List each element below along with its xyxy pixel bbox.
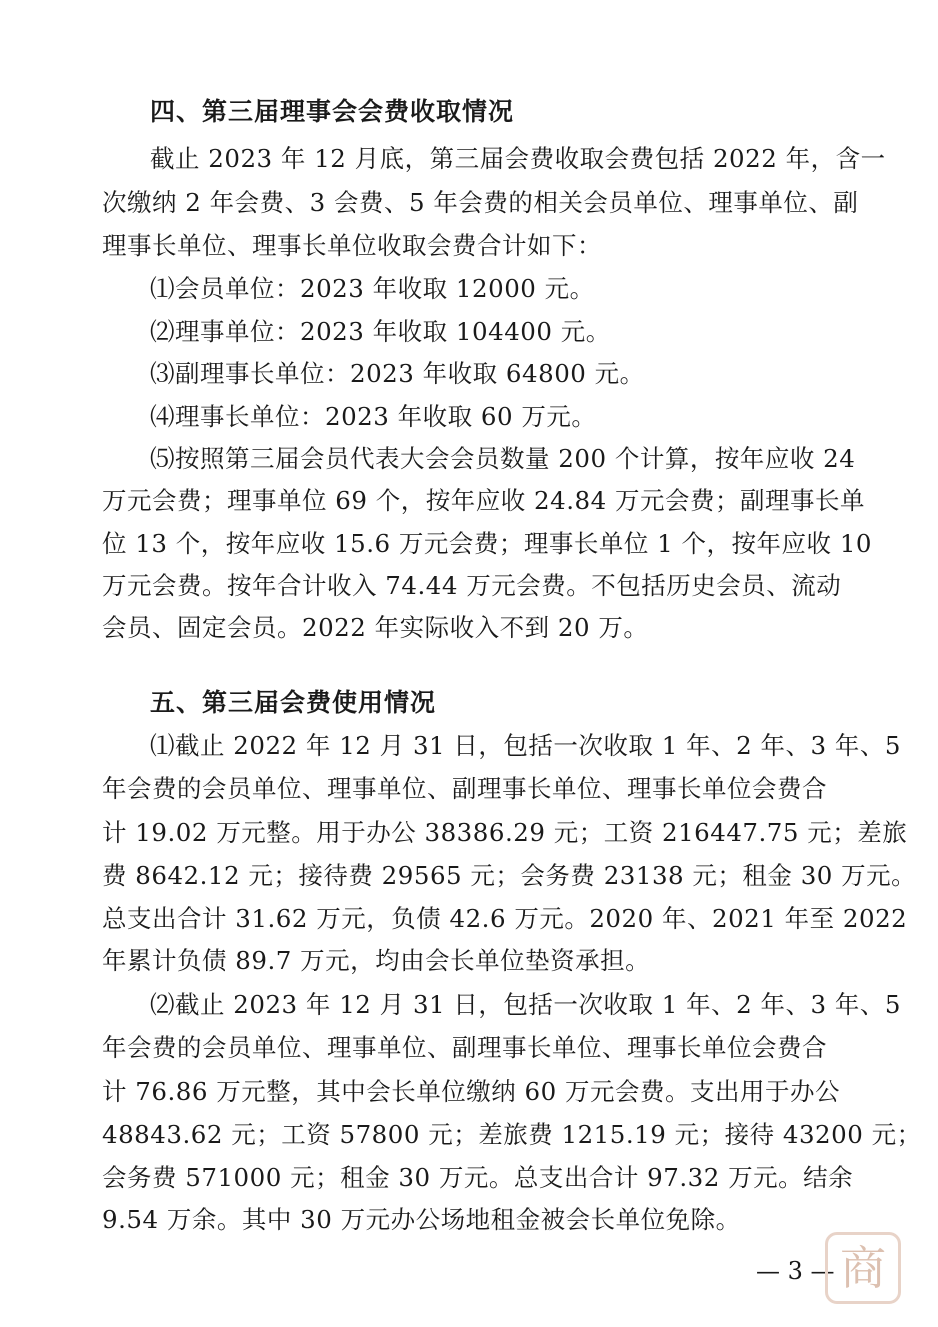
paragraph-line: 会务费 571000 元；租金 30 万元。总支出合计 97.32 万元。结余 — [102, 1163, 854, 1192]
shang-seal-icon: 商 — [825, 1232, 901, 1304]
list-item: ⑵理事单位：2023 年收取 104400 元。 — [150, 317, 611, 346]
paragraph-line: 年累计负债 89.7 万元，均由会长单位垫资承担。 — [102, 946, 651, 975]
list-item: ⑴会员单位：2023 年收取 12000 元。 — [150, 274, 595, 303]
section-5-heading: 五、第三届会费使用情况 — [150, 688, 437, 717]
list-item: ⑷理事长单位：2023 年收取 60 万元。 — [150, 402, 597, 431]
paragraph-line: 会员、固定会员。2022 年实际收入不到 20 万。 — [102, 613, 649, 642]
paragraph-line: 9.54 万余。其中 30 万元办公场地租金被会长单位免除。 — [102, 1205, 741, 1234]
list-item: ⑴截止 2022 年 12 月 31 日，包括一次收取 1 年、2 年、3 年、5 — [150, 731, 901, 760]
paragraph-line: 次缴纳 2 年会费、3 会费、5 年会费的相关会员单位、理事单位、副 — [102, 188, 859, 217]
list-item: ⑶副理事长单位：2023 年收取 64800 元。 — [150, 359, 645, 388]
section-4-heading: 四、第三届理事会会费收取情况 — [150, 97, 515, 126]
paragraph-line: 48843.62 元；工资 57800 元；差旅费 1215.19 元；接待 43200 元； — [102, 1120, 922, 1149]
paragraph-line: 年会费的会员单位、理事单位、副理事长单位、理事长单位会费合 — [102, 1033, 827, 1062]
paragraph-line: 费 8642.12 元；接待费 29565 元；会务费 23138 元；租金 30 万元。 — [102, 861, 917, 890]
paragraph-line: 万元会费；理事单位 69 个，按年应收 24.84 万元会费；副理事长单 — [102, 486, 865, 515]
list-item: ⑸按照第三届会员代表大会会员数量 200 个计算，按年应收 24 — [150, 444, 856, 473]
list-item: ⑵截止 2023 年 12 月 31 日，包括一次收取 1 年、2 年、3 年、5 — [150, 990, 901, 1019]
paragraph-line: 计 19.02 万元整。用于办公 38386.29 元；工资 216447.75 元；差旅 — [102, 818, 908, 847]
paragraph-line: 位 13 个，按年应收 15.6 万元会费；理事长单位 1 个，按年应收 10 — [102, 529, 873, 558]
paragraph-line: 总支出合计 31.62 万元，负债 42.6 万元。2020 年、2021 年至 2022 — [102, 904, 908, 933]
paragraph-line: 理事长单位、理事长单位收取会费合计如下： — [102, 231, 602, 260]
paragraph-line: 截止 2023 年 12 月底，第三届会费收取会费包括 2022 年，含一 — [150, 144, 886, 173]
page-number: — 3 — — [756, 1257, 835, 1285]
paragraph-line: 年会费的会员单位、理事单位、副理事长单位、理事长单位会费合 — [102, 774, 827, 803]
paragraph-line: 万元会费。按年合计收入 74.44 万元会费。不包括历史会员、流动 — [102, 571, 842, 600]
paragraph-line: 计 76.86 万元整，其中会长单位缴纳 60 万元会费。支出用于办公 — [102, 1077, 840, 1106]
